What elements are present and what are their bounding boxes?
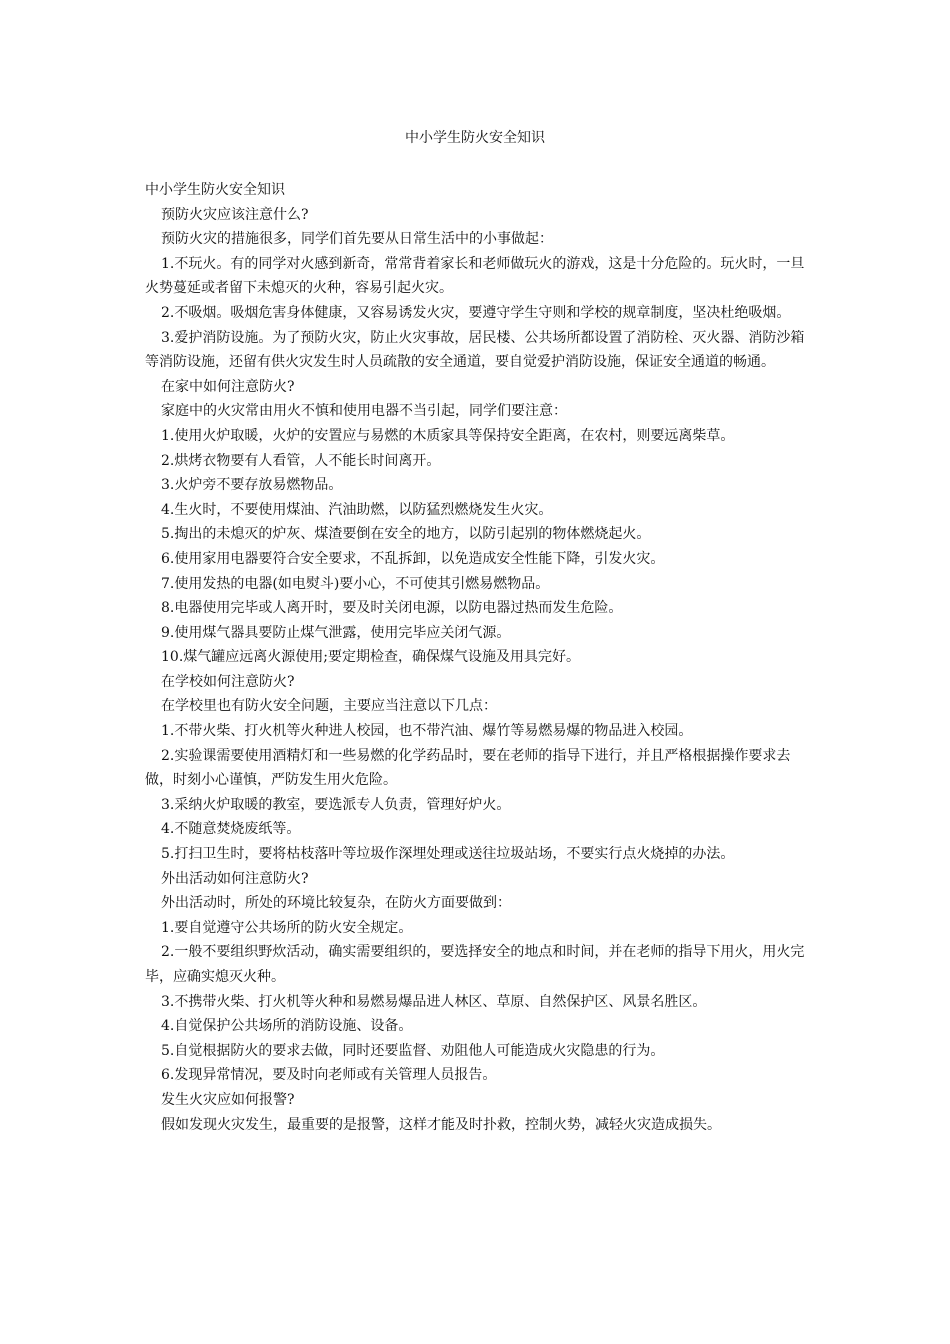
paragraph: 家庭中的火灾常由用火不慎和使用电器不当引起，同学们要注意： [161,403,567,420]
paragraph: 3.不携带火柴、打火机等火种和易燃易爆品进人林区、草原、自然保护区、风景名胜区。 [161,993,707,1010]
paragraph: 2.烘烤衣物要有人看管，人不能长时间离开。 [161,452,441,469]
paragraph: 1.不带火柴、打火机等火种进人校园，也不带汽油、爆竹等易燃易爆的物品进入校园。 [161,723,693,740]
paragraph: 预防火灾的措施很多，同学们首先要从日常生活中的小事做起： [161,231,553,248]
paragraph: 3.火炉旁不要存放易燃物品。 [161,477,343,494]
paragraph: 2.不吸烟。吸烟危害身体健康，又容易诱发火灾，要遵守学生守则和学校的规章制度，坚决杜绝吸烟。 [161,304,791,321]
paragraph: 在学校里也有防火安全问题，主要应当注意以下几点： [161,698,497,715]
paragraph: 外出活动如何注意防火? [161,870,309,887]
paragraph: 外出活动时，所处的环境比较复杂，在防火方面要做到： [161,895,511,912]
paragraph: 4.自觉保护公共场所的消防设施、设备。 [161,1018,413,1035]
paragraph: 10.煤气罐应远离火源使用;要定期检查，确保煤气设施及用具完好。 [161,649,580,666]
paragraph: 2.一般不要组织野炊活动，确实需要组织的，要选择安全的地点和时间，并在老师的指导下用火，用火完毕，应确实熄灭火种。 [145,944,805,985]
paragraph: 2.实验课需要使用酒精灯和一些易燃的化学药品时，要在老师的指导下进行，并且严格根据操作要求去做，时刻小心谨慎，严防发生用火危险。 [145,747,791,789]
paragraph: 9.使用煤气器具要防止煤气泄露，使用完毕应关闭气源。 [161,624,511,641]
paragraph: 1.要自觉遵守公共场所的防火安全规定。 [161,919,413,936]
paragraph: 发生火灾应如何报警? [161,1091,295,1108]
paragraph: 4.生火时，不要使用煤油、汽油助燃，以防猛烈燃烧发生火灾。 [161,501,553,518]
paragraph: 7.使用发热的电器(如电熨斗)要小心，不可使其引燃易燃物品。 [161,575,550,592]
paragraph: 1.不玩火。有的同学对火感到新奇，常常背着家长和老师做玩火的游戏，这是十分危险的。玩火时，一旦火势蔓延或者留下未熄灭的火种，容易引起火灾。 [145,255,805,297]
paragraph: 6.发现异常情况，要及时向老师或有关管理人员报告。 [161,1067,497,1084]
paragraph: 中小学生防火安全知识 [145,182,285,198]
paragraph: 在学校如何注意防火? [161,673,295,690]
paragraph: 3.采纳火炉取暖的教室，要选派专人负责，管理好炉火。 [161,796,511,813]
paragraph: 在家中如何注意防火? [161,378,295,395]
paragraph: 3.爱护消防设施。为了预防火灾，防止火灾事故，居民楼、公共场所都设置了消防栓、灭火器、消防沙箱等消防设施，还留有供火灾发生时人员疏散的安全通道，要自觉爱护消防设施，保证安全通道的畅通。 [145,329,805,371]
paragraph: 预防火灾应该注意什么? [161,206,309,223]
paragraph: 4.不随意焚烧废纸等。 [161,821,301,838]
paragraph: 5.自觉根据防火的要求去做，同时还要监督、劝阻他人可能造成火灾隐患的行为。 [161,1042,665,1059]
paragraph: 6.使用家用电器要符合安全要求，不乱拆卸，以免造成安全性能下降，引发火灾。 [161,550,665,567]
paragraph: 8.电器使用完毕或人离开时，要及时关闭电源，以防电器过热而发生危险。 [161,600,623,617]
document-title: 中小学生防火安全知识 [405,130,545,146]
paragraph: 5.掏出的未熄灭的炉灰、煤渣要倒在安全的地方，以防引起别的物体燃烧起火。 [161,526,651,543]
document-body [145,178,810,1137]
paragraph: 1.使用火炉取暖，火炉的安置应与易燃的木质家具等保持安全距离，在农村，则要远离柴草。 [161,427,735,444]
paragraph: 假如发现火灾发生，最重要的是报警，这样才能及时扑救，控制火势，减轻火灾造成损失。 [161,1116,721,1133]
paragraph: 5.打扫卫生时，要将枯枝落叶等垃圾作深埋处理或送往垃圾站场，不要实行点火烧掉的办法。 [161,846,735,863]
